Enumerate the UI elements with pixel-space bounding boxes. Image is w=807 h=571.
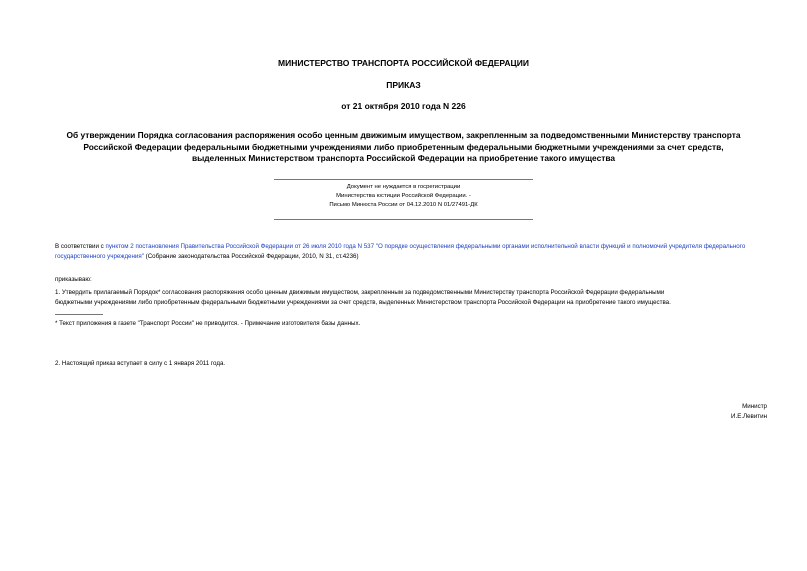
doc-type-heading: ПРИКАЗ [386,80,421,90]
title-line-3: выделенных Министерством транспорта Российской Федерации на приобретение такого имущества [191,153,616,163]
footnote: * Текст приложения в газете "Транспорт России" не приводится. - Примечание изготовителя базы данных. [55,320,361,327]
item-2-paragraph: 2. Настоящий приказ вступает в силу с 1 января 2011 года. [55,360,226,367]
item-1-line-1: 1. Утвердить прилагаемый Порядок* согласования распоряжения особо ценным движимым имуществом, закрепленным за подведомственными Министерству транспорта Российской Федерации федеральными [55,289,665,296]
item-1-paragraph [55,288,767,308]
signature-name: И.Е.Левитин [731,413,767,420]
title-line-1: Об утверждении Порядка согласования распоряжения особо ценным движимым имуществом, закрепленным за подведомственными Министерству транспорта [66,130,741,140]
registration-note-line-1: Документ не нуждается в госрегистрации [346,184,461,190]
preamble-suffix: (Собрание законодательства Российской Федерации, 2010, N 31, ст.4236) [143,253,359,260]
divider-bottom [274,219,533,220]
decree-link[interactable]: пунктом 2 постановления Правительства Российской Федерации от 26 июля 2010 года N 537 "О порядке осуществления федеральными органами исполнительной власти функций и полномочий учредителя федерального государственного учреждения" [55,243,746,260]
preamble-prefix: В соответствии с [55,243,106,250]
divider-top [274,179,533,180]
document-title [40,130,767,165]
ministry-heading: МИНИСТЕРСТВО ТРАНСПОРТА РОССИЙСКОЙ ФЕДЕРАЦИИ [278,58,529,68]
preamble-paragraph [55,242,761,262]
registration-note-line-3: Письмо Минюста России от 04.12.2010 N 01/27491-ДК [329,202,478,208]
date-number-heading: от 21 октября 2010 года N 226 [341,101,466,111]
signature-position: Министр [742,403,767,410]
title-line-2: Российской Федерации федеральными бюджетными учреждениями либо приобретенным федеральными бюджетными учреждениями за счет средств, [83,141,724,152]
footnote-divider [55,314,103,315]
order-word: приказываю: [55,276,92,283]
item-1-line-2: бюджетными учреждениями либо приобретенным федеральными бюджетными учреждениями за счет средств, выделенных Министерством транспорта Российской Федерации на приобретение такого имущества. [55,299,671,306]
registration-note-line-2: Министерства юстиции Российской Федерации. - [336,193,471,199]
